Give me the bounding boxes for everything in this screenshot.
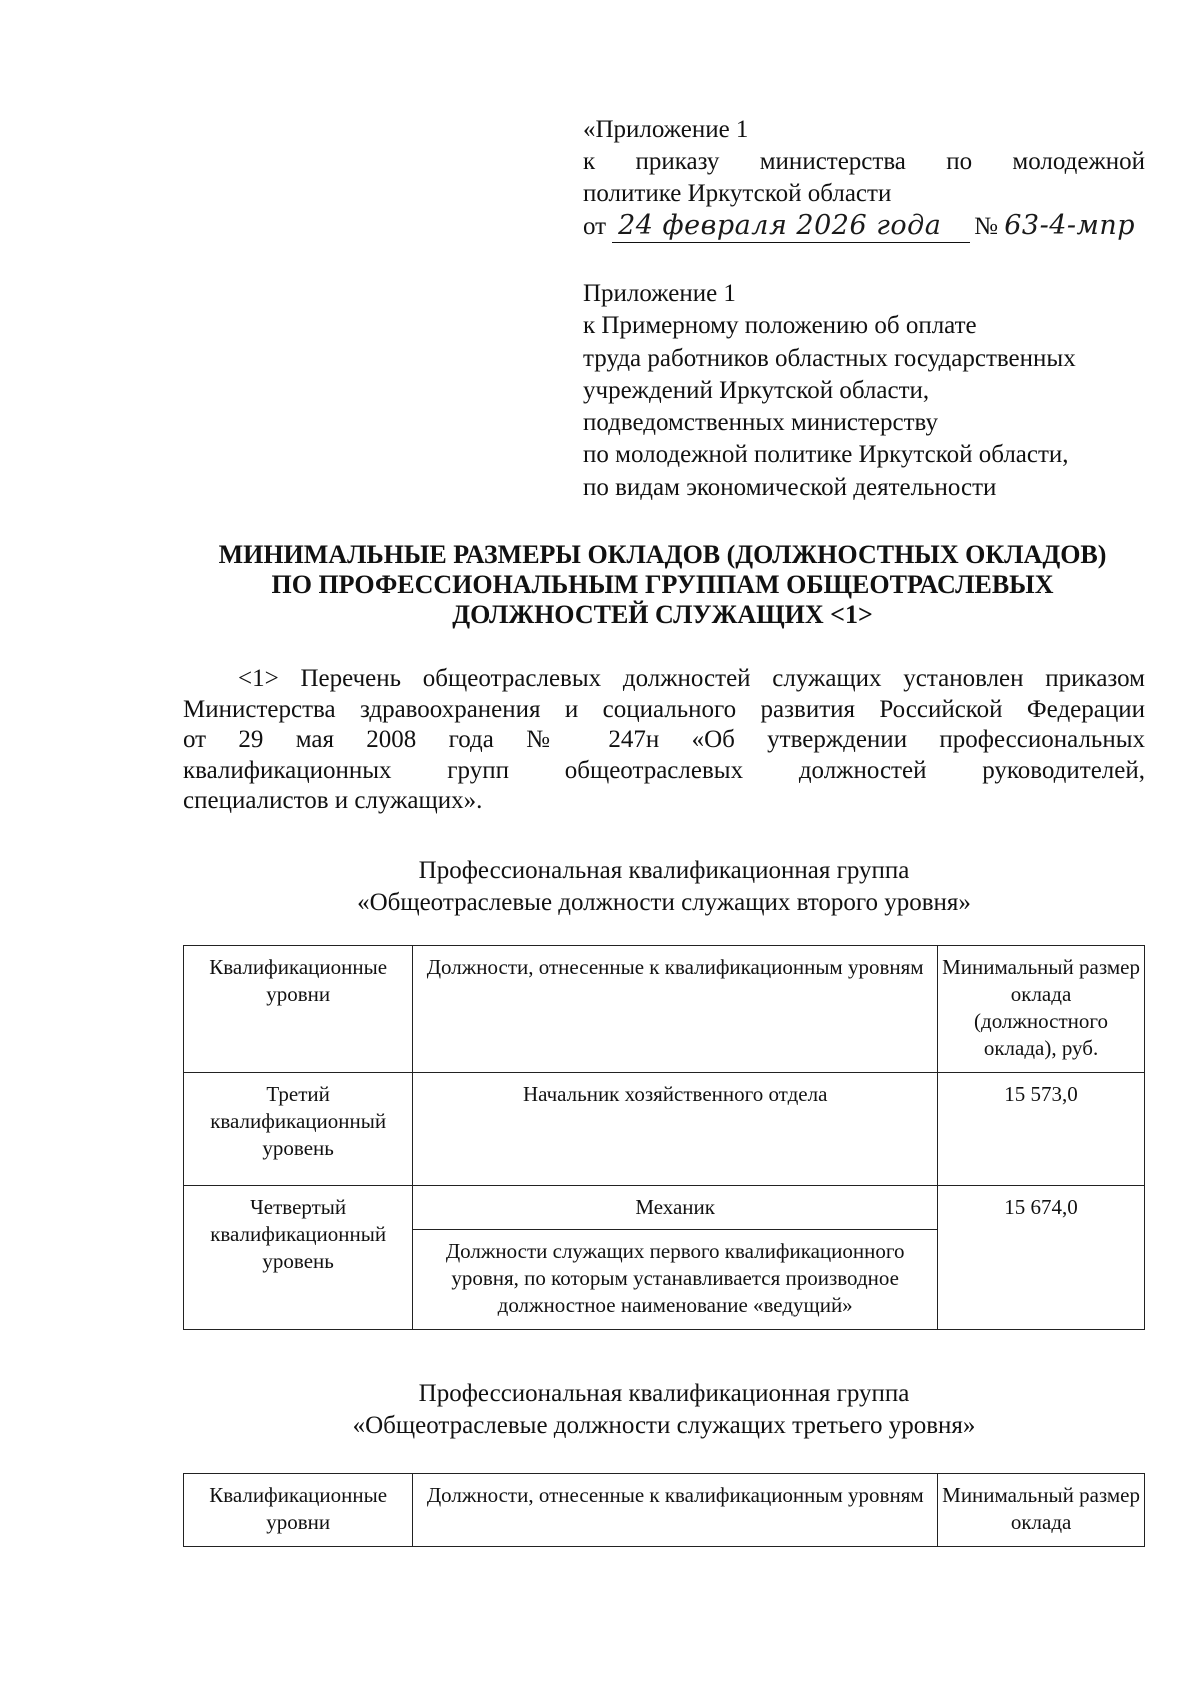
regulation-appendix-block [583, 278, 1143, 504]
header-cell-levels: Квалификационные уровни [184, 946, 413, 1073]
group1-table [183, 945, 1145, 1330]
document-title [180, 540, 1145, 630]
salary-cell: 15 573,0 [938, 1073, 1145, 1186]
title-line: МИНИМАЛЬНЫЕ РАЗМЕРЫ ОКЛАДОВ (ДОЛЖНОСТНЫХ ОКЛАДОВ) [218, 540, 1107, 569]
group1-heading [183, 855, 1145, 919]
group1-heading-line: Профессиональная квалификационная группа [418, 857, 910, 884]
order-appendix-line: к приказу министерства по молодежной [583, 148, 1145, 175]
group1-heading-line: «Общеотраслевые должности служащих второго уровня» [357, 889, 971, 916]
order-appendix-line: политике Иркутской области [583, 180, 892, 207]
handwritten-number: 63-4-мпр [1004, 210, 1136, 241]
group2-table [183, 1473, 1145, 1547]
level-cell: Четвертый квалификационный уровень [184, 1186, 413, 1330]
title-line: ДОЛЖНОСТЕЙ СЛУЖАЩИХ <1> [452, 600, 873, 629]
order-appendix-line: «Приложение 1 [583, 116, 749, 143]
salary-cell: 15 674,0 [938, 1186, 1145, 1330]
footnote-line: от 29 мая 2008 года № 247н «Об утверждении профессиональных [183, 726, 1145, 753]
footnote [183, 664, 1145, 817]
number-label: № [974, 213, 998, 240]
date-field [612, 211, 970, 243]
position-cell: Механик [413, 1186, 938, 1230]
footnote-line: специалистов и служащих». [183, 787, 483, 814]
header-cell-salary: Минимальный размер оклада (должностного оклада), руб. [938, 946, 1145, 1073]
position-cell: Начальник хозяйственного отдела [413, 1073, 938, 1186]
group2-heading-line: Профессиональная квалификационная группа [418, 1380, 910, 1407]
header-cell-positions: Должности, отнесенные к квалификационным уровням [413, 946, 938, 1073]
title-line: ПО ПРОФЕССИОНАЛЬНЫМ ГРУППАМ ОБЩЕОТРАСЛЕВЫХ [271, 570, 1054, 599]
table-row [184, 1186, 1145, 1230]
header-cell-salary: Минимальный размер оклада [938, 1474, 1145, 1547]
from-label: от [583, 213, 607, 240]
order-date-number-line [583, 210, 1145, 244]
header-cell-levels: Квалификационные уровни [184, 1474, 413, 1547]
handwritten-date: 24 февраля 2026 года [618, 210, 942, 241]
regulation-appendix-line: труда работников областных государственных [583, 344, 1076, 372]
regulation-appendix-line: подведомственных министерству [583, 409, 938, 437]
footnote-line: <1> Перечень общеотраслевых должностей служащих установлен приказом [238, 665, 1145, 692]
level-cell: Третий квалификационный уровень [184, 1073, 413, 1186]
header-cell-positions: Должности, отнесенные к квалификационным уровням [413, 1474, 938, 1547]
regulation-appendix-line: по молодежной политике Иркутской области, [583, 441, 1069, 469]
regulation-appendix-line: учреждений Иркутской области, [583, 376, 930, 404]
group2-heading [183, 1378, 1145, 1442]
position-cell: Должности служащих первого квалификационного уровня, по которым устанавливается производное должностное наименование «ведущий» [413, 1230, 938, 1330]
footnote-line: Министерства здравоохранения и социального развития Российской Федерации [183, 695, 1145, 723]
table-row [184, 1073, 1145, 1186]
group2-heading-line: «Общеотраслевые должности служащих третьего уровня» [352, 1412, 976, 1439]
regulation-appendix-line: по видам экономической деятельности [583, 473, 997, 501]
regulation-appendix-line: к Примерному положению об оплате [583, 312, 977, 340]
table-header-row [184, 946, 1145, 1073]
regulation-appendix-line: Приложение 1 [583, 280, 736, 307]
order-appendix-block [583, 114, 1145, 244]
table-header-row [184, 1474, 1145, 1547]
footnote-line: квалификационных групп общеотраслевых должностей руководителей, [183, 756, 1145, 784]
